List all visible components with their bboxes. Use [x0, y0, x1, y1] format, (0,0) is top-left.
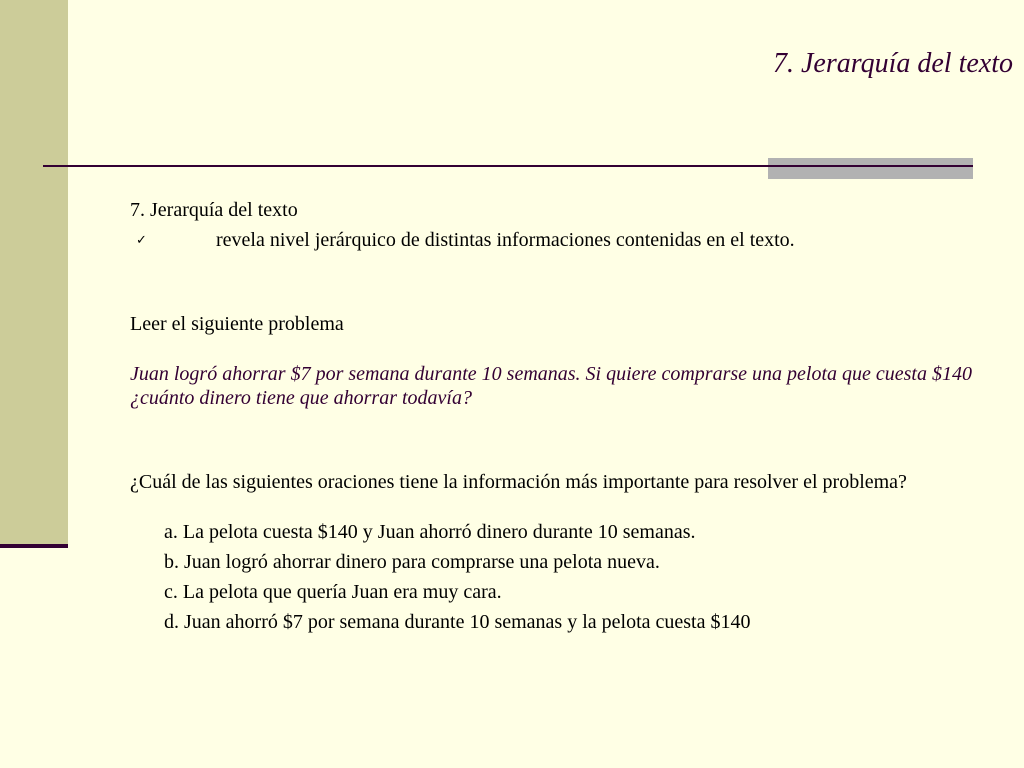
- bullet-item: [130, 228, 990, 252]
- intro-text: Leer el siguiente problema: [130, 313, 344, 335]
- title-accent-line: [768, 165, 973, 167]
- slide-content: [130, 198, 990, 640]
- problem-statement: Juan logró ahorrar $7 por semana durante 10 semanas. Si quiere comprarse una pelota que cuesta $140 ¿cuánto dinero tiene que ahorrar todavía?: [130, 363, 972, 409]
- bullet-text: revela nivel jerárquico de distintas informaciones contenidas en el texto.: [216, 229, 795, 251]
- slide-title: 7. Jerarquía del texto: [772, 48, 1013, 79]
- check-icon: ✓: [136, 233, 147, 248]
- option-a: a. La pelota cuesta $140 y Juan ahorró dinero durante 10 semanas.: [164, 521, 696, 543]
- answer-options: [130, 520, 990, 634]
- content-heading: 7. Jerarquía del texto: [130, 199, 298, 221]
- left-decorative-band: [0, 0, 68, 545]
- title-accent-bar: [768, 158, 973, 179]
- left-band-rule: [0, 544, 68, 548]
- option-b: b. Juan logró ahorrar dinero para comprarse una pelota nueva.: [164, 551, 660, 573]
- question-text: ¿Cuál de las siguientes oraciones tiene la información más importante para resolver el problema?: [130, 471, 907, 493]
- option-d: d. Juan ahorró $7 por semana durante 10 semanas y la pelota cuesta $140: [164, 611, 751, 633]
- option-c: c. La pelota que quería Juan era muy cara.: [164, 581, 502, 603]
